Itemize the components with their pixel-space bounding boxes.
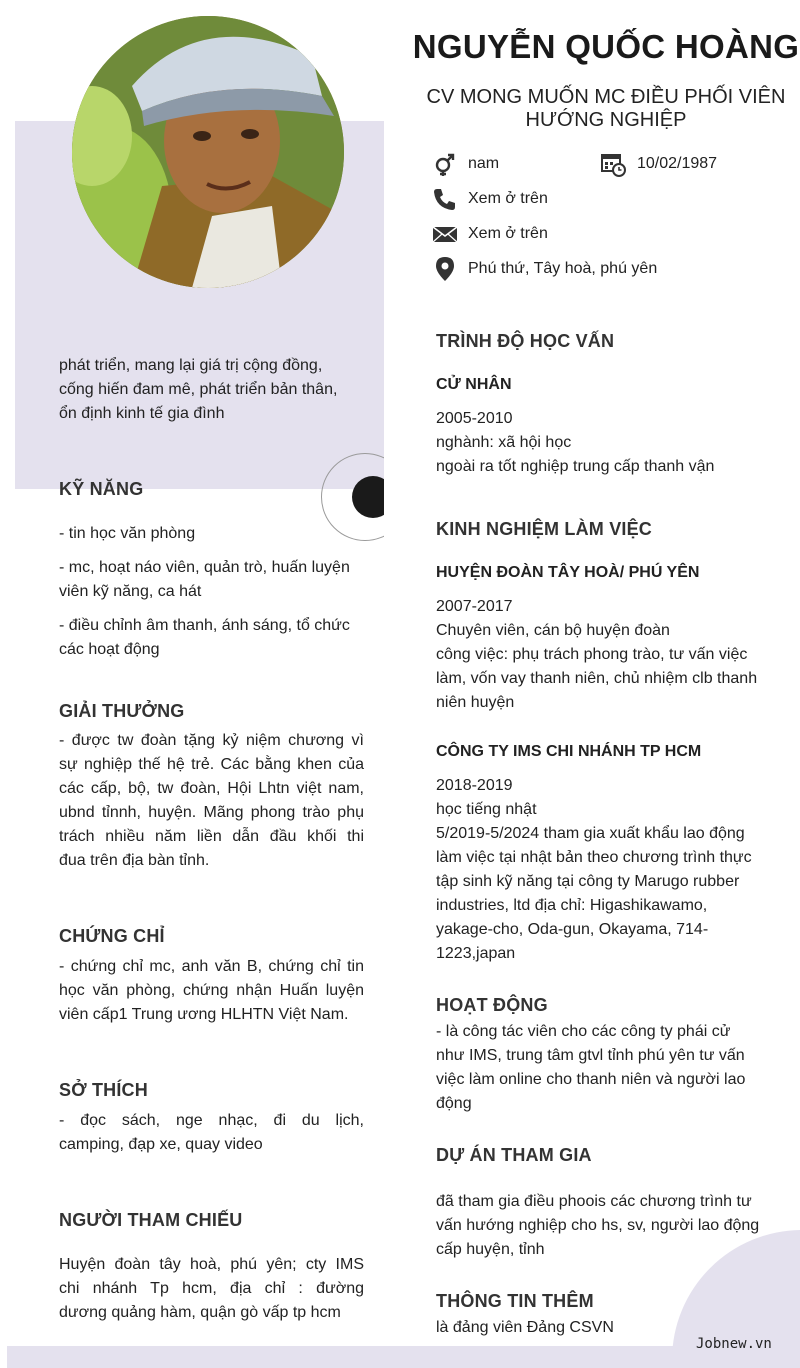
objective-line: phát triển, mang lại giá trị cộng đồng, [59, 357, 323, 374]
references-text: Huyện đoàn tây hoà, phú yên; cty IMS chi nhánh Tp hcm, địa chỉ : đường dương quảng hàm, quận gò vấp tp hcm [59, 1256, 364, 1321]
hobbies-text: - đọc sách, nge nhạc, đi du lịch, camping, đạp xe, quay video [59, 1112, 364, 1153]
education-heading: TRÌNH ĐỘ HỌC VẤN [436, 331, 615, 351]
awards-heading: GIẢI THƯỞNG [59, 701, 185, 721]
extra-info-heading: THÔNG TIN THÊM [436, 1291, 594, 1311]
extra-info-text: là đảng viên Đảng CSVN [436, 1319, 614, 1336]
birthday-value: 10/02/1987 [637, 155, 718, 172]
job-title-line: CV MONG MUỐN MC ĐIỀU PHỐI VIÊN [426, 86, 786, 108]
activities-heading: HOẠT ĐỘNG [436, 995, 548, 1015]
avatar [72, 16, 344, 288]
skill-item: - điều chỉnh âm thanh, ánh sáng, tổ chức các hoạt động [59, 617, 350, 658]
skill-item: - tin học văn phòng [59, 525, 196, 542]
location-pin-icon [432, 256, 458, 282]
skill-item: - mc, hoạt náo viên, quản trò, huấn luyện viên kỹ năng, ca hát [59, 559, 350, 600]
projects-text: đã tham gia điều phoois các chương trình tư vấn hướng nghiệp cho hs, sv, người lao động cấp huyện, tỉnh [436, 1193, 760, 1258]
address-value: Phú thứ, Tây hoà, phú yên [468, 260, 658, 277]
projects-heading: DỰ ÁN THAM GIA [436, 1145, 592, 1165]
objective-line: cống hiến đam mê, phát triển bản thân, [59, 381, 338, 398]
skills-list [59, 522, 364, 662]
job-title [410, 86, 800, 132]
job-details: 2018-2019 học tiếng nhật 5/2019-5/2024 tham gia xuất khẩu lao động làm việc tại nhật bản theo chương trình thực tập sinh kỹ năng tại công ty Marugo rubber industries, ltd địa chỉ: Higashikawamo, yakage-cho, Oda-gun, Okayama, 714- 1223,japan [436, 777, 752, 962]
email-icon [432, 221, 458, 247]
phone-icon [432, 186, 458, 212]
email-value: Xem ở trên [468, 225, 548, 242]
career-objective [59, 354, 364, 426]
gender-value: nam [468, 155, 500, 172]
certificates-heading: CHỨNG CHỈ [59, 926, 165, 946]
hobbies-heading: SỞ THÍCH [59, 1080, 148, 1100]
activities-text: - là công tác viên cho các công ty phái cử như IMS, trung tâm gtvl tỉnh phú yên tư vấn việc làm online cho thanh niên và người lao động [436, 1023, 746, 1112]
job-title-line: HƯỚNG NGHIỆP [525, 109, 687, 131]
references-heading: NGƯỜI THAM CHIẾU [59, 1210, 243, 1230]
objective-line: ổn định kinh tế gia đình [59, 405, 225, 422]
gender-icon [432, 151, 458, 177]
certificates-text: - chứng chỉ mc, anh văn B, chứng chỉ tin học văn phòng, chứng nhận Huấn luyện viên cấp1 Trung ương HLHTN Việt Nam. [59, 958, 364, 1023]
awards-text: - được tw đoàn tặng kỷ niệm chương vì sự nghiệp thế hệ trẻ. Các bằng khen của các cấp, bộ, tw đoàn, Hội Lhtn việt nam, ubnd tỉnnh, huyện. Mãng phong trào phụ trách nhiều năm liền dẫn đầu khối thi đua trên địa bàn tỉnh. [59, 732, 364, 869]
education-degree: CỬ NHÂN [436, 376, 512, 393]
candidate-name: NGUYỄN QUỐC HOÀNG [412, 28, 800, 65]
watermark: Jobnew.vn [696, 1336, 772, 1352]
education-details: 2005-2010 nghành: xã hội học ngoài ra tốt nghiệp trung cấp thanh vận [436, 410, 715, 475]
skills-heading: KỸ NĂNG [59, 479, 144, 499]
phone-value: Xem ở trên [468, 190, 548, 207]
job-organization: CÔNG TY IMS CHI NHÁNH TP HCM [436, 743, 702, 760]
experience-heading: KINH NGHIỆM LÀM VIỆC [436, 519, 653, 539]
job-organization: HUYỆN ĐOÀN TÂY HOÀ/ PHÚ YÊN [436, 564, 700, 581]
job-details: 2007-2017 Chuyên viên, cán bộ huyện đoàn công việc: phụ trách phong trào, tư vấn việc làm, vốn vay thanh niên, chủ nhiệm clb thanh niên huyện [436, 598, 758, 711]
calendar-icon [600, 151, 626, 177]
